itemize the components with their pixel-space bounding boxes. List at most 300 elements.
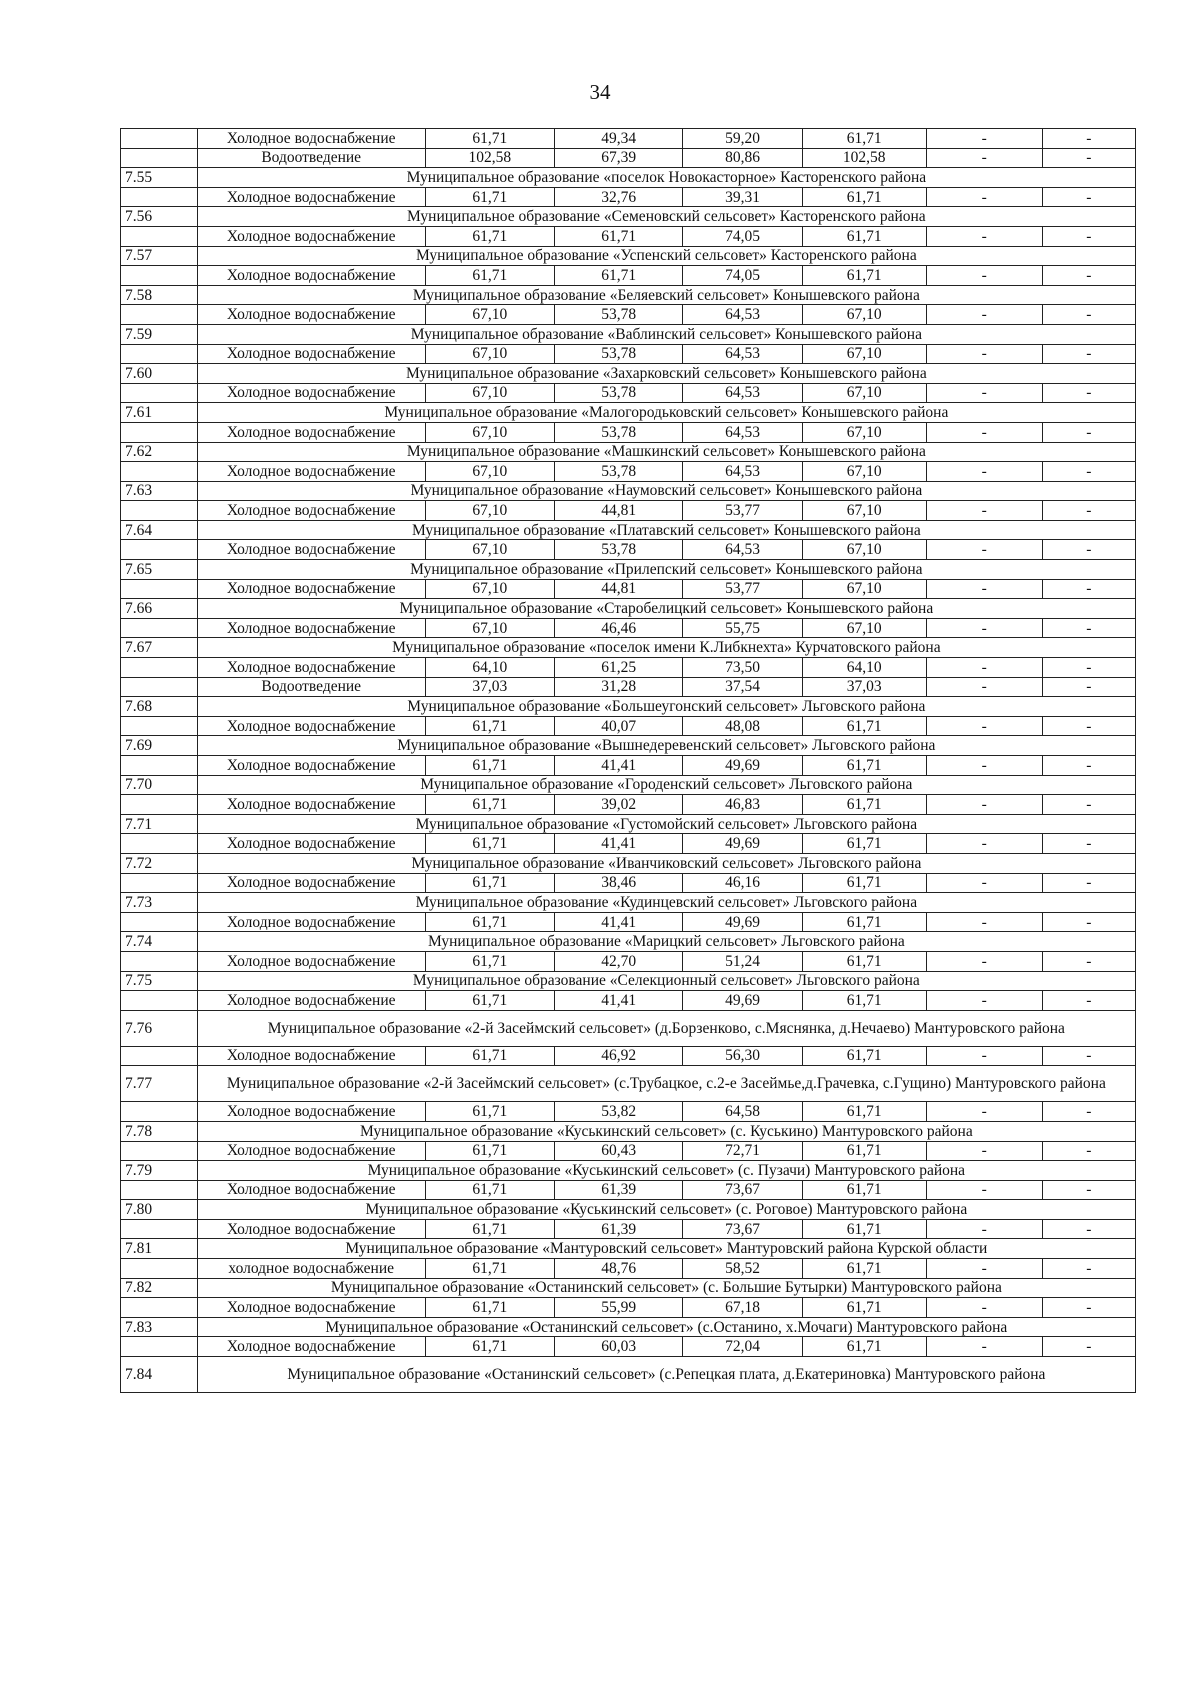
tariff-value-col-3: 53,77 — [683, 579, 802, 599]
municipality-title: Муниципальное образование «Мантуровский сельсовет» Мантуровский района Курской области — [197, 1239, 1135, 1259]
tariff-value-col-5: - — [926, 795, 1042, 815]
tariff-value-col-3: 74,05 — [683, 226, 802, 246]
municipality-row — [121, 168, 1136, 188]
row-number: 7.79 — [121, 1161, 198, 1181]
row-number: 7.82 — [121, 1278, 198, 1298]
service-name: Холодное водоснабжение — [197, 187, 425, 207]
service-name: Холодное водоснабжение — [197, 305, 425, 325]
municipality-title: Муниципальное образование «Куськинский сельсовет» (с. Роговое) Мантуровского района — [197, 1200, 1135, 1220]
tariff-value-col-1: 61,71 — [425, 873, 554, 893]
tariff-value-col-1: 67,10 — [425, 383, 554, 403]
tariff-value-col-1: 61,71 — [425, 1259, 554, 1279]
tariff-value-col-3: 64,53 — [683, 344, 802, 364]
municipality-row — [121, 1357, 1136, 1393]
tariff-row — [121, 677, 1136, 697]
municipality-title: Муниципальное образование «Беляевский сельсовет» Конышевского района — [197, 285, 1135, 305]
service-name: Холодное водоснабжение — [197, 266, 425, 286]
service-name: Холодное водоснабжение — [197, 1219, 425, 1239]
tariff-value-col-6: - — [1042, 756, 1135, 776]
tariff-value-col-1: 67,10 — [425, 305, 554, 325]
service-name: Холодное водоснабжение — [197, 618, 425, 638]
municipality-title: Муниципальное образование «Старобелицкий сельсовет» Конышевского района — [197, 599, 1135, 619]
tariff-value-col-2: 41,41 — [555, 834, 683, 854]
tariff-value-col-3: 72,71 — [683, 1141, 802, 1161]
service-name: Холодное водоснабжение — [197, 540, 425, 560]
tariff-value-col-3: 74,05 — [683, 266, 802, 286]
tariff-value-col-4: 67,10 — [802, 344, 926, 364]
service-name: Холодное водоснабжение — [197, 501, 425, 521]
service-name: Холодное водоснабжение — [197, 795, 425, 815]
tariff-value-col-6: - — [1042, 834, 1135, 854]
tariff-value-col-3: 48,08 — [683, 716, 802, 736]
row-number: 7.69 — [121, 736, 198, 756]
row-number: 7.72 — [121, 853, 198, 873]
row-number: 7.63 — [121, 481, 198, 501]
tariff-value-col-2: 42,70 — [555, 951, 683, 971]
tariff-value-col-5: - — [926, 129, 1042, 149]
tariff-value-col-4: 61,71 — [802, 266, 926, 286]
row-number: 7.56 — [121, 207, 198, 227]
service-name: Холодное водоснабжение — [197, 1102, 425, 1122]
tariff-value-col-3: 39,31 — [683, 187, 802, 207]
municipality-row — [121, 1317, 1136, 1337]
municipality-row — [121, 775, 1136, 795]
tariff-value-col-3: 72,04 — [683, 1337, 802, 1357]
service-name: Водоотведение — [197, 148, 425, 168]
tariff-value-col-4: 67,10 — [802, 383, 926, 403]
municipality-title: Муниципальное образование «Останинский сельсовет» (с.Останино, х.Мочаги) Мантуровского района — [197, 1317, 1135, 1337]
tariff-value-col-4: 67,10 — [802, 540, 926, 560]
tariff-row — [121, 756, 1136, 776]
service-name: Холодное водоснабжение — [197, 1337, 425, 1357]
row-number: 7.80 — [121, 1200, 198, 1220]
tariff-value-col-4: 61,71 — [802, 795, 926, 815]
tariff-value-col-6: - — [1042, 501, 1135, 521]
tariff-value-col-4: 61,71 — [802, 873, 926, 893]
tariff-value-col-5: - — [926, 873, 1042, 893]
tariff-value-col-3: 73,50 — [683, 658, 802, 678]
municipality-title: Муниципальное образование «2-й Засеймский сельсовет» (с.Трубацкое, с.2-е Засеймье,д.Грачевка, с.Гущино) Мантуровского района — [197, 1066, 1135, 1102]
tariff-value-col-3: 64,53 — [683, 540, 802, 560]
tariff-value-col-6: - — [1042, 658, 1135, 678]
municipality-row — [121, 1200, 1136, 1220]
municipality-title: Муниципальное образование «Большеугонский сельсовет» Льговского района — [197, 697, 1135, 717]
tariff-table — [120, 128, 1136, 1393]
tariff-value-col-6: - — [1042, 677, 1135, 697]
tariff-value-col-5: - — [926, 266, 1042, 286]
tariff-value-col-3: 64,53 — [683, 383, 802, 403]
tariff-value-col-1: 61,71 — [425, 756, 554, 776]
municipality-row — [121, 853, 1136, 873]
tariff-value-col-3: 49,69 — [683, 991, 802, 1011]
tariff-value-col-6: - — [1042, 716, 1135, 736]
tariff-value-col-2: 53,78 — [555, 383, 683, 403]
tariff-row — [121, 873, 1136, 893]
service-name: Холодное водоснабжение — [197, 1298, 425, 1318]
tariff-value-col-1: 61,71 — [425, 912, 554, 932]
municipality-row — [121, 638, 1136, 658]
tariff-value-col-1: 67,10 — [425, 501, 554, 521]
row-number — [121, 873, 198, 893]
municipality-title: Муниципальное образование «Куськинский сельсовет» (с. Пузачи) Мантуровского района — [197, 1161, 1135, 1181]
municipality-title: Муниципальное образование «Платавский сельсовет» Конышевского района — [197, 520, 1135, 540]
tariff-value-col-2: 41,41 — [555, 756, 683, 776]
row-number: 7.76 — [121, 1010, 198, 1046]
tariff-value-col-6: - — [1042, 1102, 1135, 1122]
tariff-value-col-1: 61,71 — [425, 716, 554, 736]
row-number: 7.70 — [121, 775, 198, 795]
row-number: 7.81 — [121, 1239, 198, 1259]
municipality-title: Муниципальное образование «Вышнедеревенский сельсовет» Льговского района — [197, 736, 1135, 756]
tariff-value-col-5: - — [926, 658, 1042, 678]
tariff-value-col-2: 40,07 — [555, 716, 683, 736]
tariff-value-col-4: 61,71 — [802, 1219, 926, 1239]
tariff-value-col-2: 41,41 — [555, 991, 683, 1011]
tariff-value-col-6: - — [1042, 795, 1135, 815]
municipality-title: Муниципальное образование «Иванчиковский сельсовет» Льговского района — [197, 853, 1135, 873]
tariff-row — [121, 226, 1136, 246]
tariff-row — [121, 834, 1136, 854]
row-number — [121, 951, 198, 971]
tariff-value-col-2: 46,46 — [555, 618, 683, 638]
row-number — [121, 1046, 198, 1066]
tariff-value-col-5: - — [926, 951, 1042, 971]
row-number: 7.83 — [121, 1317, 198, 1337]
row-number: 7.65 — [121, 560, 198, 580]
municipality-title: Муниципальное образование «поселок Новокасторное» Касторенского района — [197, 168, 1135, 188]
row-number — [121, 991, 198, 1011]
tariff-value-col-4: 64,10 — [802, 658, 926, 678]
row-number — [121, 579, 198, 599]
tariff-value-col-4: 61,71 — [802, 756, 926, 776]
tariff-value-col-1: 61,71 — [425, 1102, 554, 1122]
tariff-row — [121, 1141, 1136, 1161]
municipality-title: Муниципальное образование «Останинский сельсовет» (с. Большие Бутырки) Мантуровского района — [197, 1278, 1135, 1298]
tariff-value-col-3: 46,83 — [683, 795, 802, 815]
tariff-value-col-3: 64,53 — [683, 305, 802, 325]
tariff-value-col-2: 60,03 — [555, 1337, 683, 1357]
tariff-value-col-2: 48,76 — [555, 1259, 683, 1279]
tariff-value-col-2: 61,39 — [555, 1180, 683, 1200]
tariff-value-col-4: 61,71 — [802, 951, 926, 971]
tariff-row — [121, 1046, 1136, 1066]
municipality-title: Муниципальное образование «поселок имени К.Либкнехта» Курчатовского района — [197, 638, 1135, 658]
municipality-row — [121, 1161, 1136, 1181]
municipality-title: Муниципальное образование «Наумовский сельсовет» Конышевского района — [197, 481, 1135, 501]
tariff-value-col-2: 32,76 — [555, 187, 683, 207]
row-number — [121, 540, 198, 560]
tariff-value-col-5: - — [926, 1180, 1042, 1200]
tariff-value-col-5: - — [926, 1219, 1042, 1239]
tariff-row — [121, 951, 1136, 971]
tariff-row — [121, 1219, 1136, 1239]
tariff-value-col-4: 61,71 — [802, 226, 926, 246]
tariff-value-col-3: 53,77 — [683, 501, 802, 521]
row-number: 7.58 — [121, 285, 198, 305]
row-number — [121, 305, 198, 325]
service-name: Холодное водоснабжение — [197, 129, 425, 149]
tariff-value-col-3: 64,58 — [683, 1102, 802, 1122]
municipality-row — [121, 1066, 1136, 1102]
row-number — [121, 501, 198, 521]
tariff-value-col-1: 67,10 — [425, 579, 554, 599]
row-number — [121, 1298, 198, 1318]
municipality-row — [121, 1010, 1136, 1046]
tariff-value-col-5: - — [926, 148, 1042, 168]
tariff-row — [121, 912, 1136, 932]
row-number: 7.77 — [121, 1066, 198, 1102]
municipality-row — [121, 207, 1136, 227]
tariff-value-col-1: 61,71 — [425, 795, 554, 815]
municipality-title: Муниципальное образование «Марицкий сельсовет» Льговского района — [197, 932, 1135, 952]
service-name: Холодное водоснабжение — [197, 951, 425, 971]
tariff-value-col-1: 61,71 — [425, 1046, 554, 1066]
tariff-value-col-3: 55,75 — [683, 618, 802, 638]
tariff-value-col-5: - — [926, 618, 1042, 638]
tariff-value-col-2: 53,78 — [555, 422, 683, 442]
tariff-row — [121, 422, 1136, 442]
row-number — [121, 618, 198, 638]
tariff-value-col-2: 46,92 — [555, 1046, 683, 1066]
row-number — [121, 1180, 198, 1200]
tariff-value-col-1: 67,10 — [425, 344, 554, 364]
tariff-value-col-5: - — [926, 912, 1042, 932]
tariff-value-col-6: - — [1042, 618, 1135, 638]
tariff-value-col-6: - — [1042, 579, 1135, 599]
page-number: 34 — [589, 80, 611, 104]
tariff-value-col-4: 61,71 — [802, 1180, 926, 1200]
tariff-value-col-5: - — [926, 344, 1042, 364]
tariff-value-col-2: 44,81 — [555, 501, 683, 521]
tariff-value-col-6: - — [1042, 1180, 1135, 1200]
tariff-value-col-4: 61,71 — [802, 912, 926, 932]
municipality-title: Муниципальное образование «Ваблинский сельсовет» Конышевского района — [197, 324, 1135, 344]
tariff-row — [121, 187, 1136, 207]
tariff-value-col-3: 80,86 — [683, 148, 802, 168]
tariff-value-col-1: 67,10 — [425, 422, 554, 442]
tariff-value-col-3: 49,69 — [683, 756, 802, 776]
tariff-value-col-2: 38,46 — [555, 873, 683, 893]
municipality-title: Муниципальное образование «Останинский сельсовет» (с.Репецкая плата, д.Екатериновка) Мантуровского района — [197, 1357, 1135, 1393]
tariff-value-col-6: - — [1042, 1298, 1135, 1318]
row-number: 7.60 — [121, 364, 198, 384]
tariff-value-col-6: - — [1042, 129, 1135, 149]
tariff-value-col-1: 61,71 — [425, 1337, 554, 1357]
tariff-value-col-6: - — [1042, 148, 1135, 168]
municipality-row — [121, 364, 1136, 384]
tariff-row — [121, 1102, 1136, 1122]
tariff-value-col-1: 61,71 — [425, 187, 554, 207]
tariff-value-col-6: - — [1042, 305, 1135, 325]
tariff-value-col-1: 61,71 — [425, 1141, 554, 1161]
service-name: Холодное водоснабжение — [197, 658, 425, 678]
tariff-value-col-3: 51,24 — [683, 951, 802, 971]
row-number — [121, 834, 198, 854]
tariff-value-col-4: 61,71 — [802, 1298, 926, 1318]
tariff-value-col-2: 49,34 — [555, 129, 683, 149]
tariff-row — [121, 1298, 1136, 1318]
tariff-value-col-1: 61,71 — [425, 834, 554, 854]
tariff-value-col-5: - — [926, 579, 1042, 599]
service-name: Холодное водоснабжение — [197, 873, 425, 893]
tariff-value-col-6: - — [1042, 462, 1135, 482]
municipality-row — [121, 442, 1136, 462]
tariff-row — [121, 991, 1136, 1011]
tariff-value-col-2: 53,78 — [555, 462, 683, 482]
row-number — [121, 716, 198, 736]
service-name: Холодное водоснабжение — [197, 716, 425, 736]
row-number: 7.57 — [121, 246, 198, 266]
row-number — [121, 1259, 198, 1279]
tariff-value-col-2: 53,78 — [555, 344, 683, 364]
tariff-value-col-5: - — [926, 1298, 1042, 1318]
tariff-value-col-6: - — [1042, 422, 1135, 442]
tariff-value-col-5: - — [926, 1046, 1042, 1066]
row-number — [121, 1219, 198, 1239]
tariff-value-col-3: 49,69 — [683, 834, 802, 854]
service-name: холодное водоснабжение — [197, 1259, 425, 1279]
row-number — [121, 658, 198, 678]
service-name: Холодное водоснабжение — [197, 1046, 425, 1066]
tariff-value-col-4: 61,71 — [802, 1337, 926, 1357]
tariff-value-col-3: 67,18 — [683, 1298, 802, 1318]
municipality-title: Муниципальное образование «Успенский сельсовет» Касторенского района — [197, 246, 1135, 266]
tariff-value-col-2: 67,39 — [555, 148, 683, 168]
tariff-value-col-4: 102,58 — [802, 148, 926, 168]
tariff-row — [121, 501, 1136, 521]
row-number — [121, 1141, 198, 1161]
tariff-row — [121, 579, 1136, 599]
tariff-value-col-1: 37,03 — [425, 677, 554, 697]
row-number: 7.55 — [121, 168, 198, 188]
tariff-value-col-2: 39,02 — [555, 795, 683, 815]
row-number — [121, 148, 198, 168]
municipality-title: Муниципальное образование «Густомойский сельсовет» Льговского района — [197, 814, 1135, 834]
row-number: 7.84 — [121, 1357, 198, 1393]
municipality-row — [121, 814, 1136, 834]
row-number — [121, 344, 198, 364]
tariff-value-col-3: 73,67 — [683, 1219, 802, 1239]
tariff-value-col-6: - — [1042, 991, 1135, 1011]
service-name: Холодное водоснабжение — [197, 1180, 425, 1200]
municipality-row — [121, 285, 1136, 305]
row-number — [121, 266, 198, 286]
tariff-value-col-6: - — [1042, 912, 1135, 932]
row-number: 7.67 — [121, 638, 198, 658]
service-name: Холодное водоснабжение — [197, 422, 425, 442]
row-number — [121, 756, 198, 776]
row-number — [121, 462, 198, 482]
tariff-value-col-4: 67,10 — [802, 422, 926, 442]
tariff-row — [121, 305, 1136, 325]
tariff-value-col-5: - — [926, 540, 1042, 560]
tariff-value-col-1: 61,71 — [425, 129, 554, 149]
tariff-value-col-6: - — [1042, 1141, 1135, 1161]
tariff-value-col-2: 60,43 — [555, 1141, 683, 1161]
tariff-value-col-4: 61,71 — [802, 1046, 926, 1066]
tariff-value-col-3: 56,30 — [683, 1046, 802, 1066]
tariff-row — [121, 383, 1136, 403]
row-number — [121, 677, 198, 697]
tariff-value-col-3: 37,54 — [683, 677, 802, 697]
service-name: Холодное водоснабжение — [197, 1141, 425, 1161]
tariff-value-col-6: - — [1042, 266, 1135, 286]
tariff-value-col-5: - — [926, 991, 1042, 1011]
municipality-title: Муниципальное образование «Прилепский сельсовет» Конышевского района — [197, 560, 1135, 580]
tariff-value-col-5: - — [926, 834, 1042, 854]
tariff-value-col-5: - — [926, 187, 1042, 207]
tariff-value-col-2: 61,25 — [555, 658, 683, 678]
service-name: Холодное водоснабжение — [197, 756, 425, 776]
tariff-value-col-6: - — [1042, 187, 1135, 207]
municipality-title: Муниципальное образование «Городенский сельсовет» Льговского района — [197, 775, 1135, 795]
service-name: Водоотведение — [197, 677, 425, 697]
tariff-row — [121, 1259, 1136, 1279]
tariff-value-col-4: 61,71 — [802, 1259, 926, 1279]
tariff-value-col-5: - — [926, 1141, 1042, 1161]
tariff-row — [121, 658, 1136, 678]
tariff-value-col-1: 61,71 — [425, 226, 554, 246]
municipality-title: Муниципальное образование «Кудинцевский сельсовет» Льговского района — [197, 893, 1135, 913]
municipality-row — [121, 481, 1136, 501]
tariff-row — [121, 266, 1136, 286]
row-number: 7.66 — [121, 599, 198, 619]
municipality-title: Муниципальное образование «Селекционный сельсовет» Льговского района — [197, 971, 1135, 991]
tariff-value-col-1: 61,71 — [425, 1219, 554, 1239]
tariff-value-col-6: - — [1042, 873, 1135, 893]
tariff-value-col-4: 67,10 — [802, 501, 926, 521]
row-number — [121, 422, 198, 442]
tariff-value-col-4: 61,71 — [802, 834, 926, 854]
service-name: Холодное водоснабжение — [197, 834, 425, 854]
row-number — [121, 383, 198, 403]
tariff-row — [121, 618, 1136, 638]
tariff-value-col-3: 64,53 — [683, 422, 802, 442]
municipality-row — [121, 697, 1136, 717]
tariff-value-col-6: - — [1042, 1337, 1135, 1357]
service-name: Холодное водоснабжение — [197, 226, 425, 246]
tariff-value-col-2: 53,78 — [555, 540, 683, 560]
tariff-value-col-5: - — [926, 1259, 1042, 1279]
tariff-row — [121, 540, 1136, 560]
tariff-value-col-2: 41,41 — [555, 912, 683, 932]
municipality-title: Муниципальное образование «Захарковский сельсовет» Конышевского района — [197, 364, 1135, 384]
tariff-row — [121, 129, 1136, 149]
tariff-row — [121, 716, 1136, 736]
tariff-value-col-1: 67,10 — [425, 462, 554, 482]
municipality-title: Муниципальное образование «Малогородьковский сельсовет» Конышевского района — [197, 403, 1135, 423]
row-number: 7.64 — [121, 520, 198, 540]
tariff-value-col-4: 61,71 — [802, 187, 926, 207]
municipality-title: Муниципальное образование «Машкинский сельсовет» Конышевского района — [197, 442, 1135, 462]
tariff-value-col-5: - — [926, 422, 1042, 442]
tariff-row — [121, 1337, 1136, 1357]
tariff-row — [121, 1180, 1136, 1200]
tariff-value-col-5: - — [926, 1102, 1042, 1122]
tariff-value-col-4: 67,10 — [802, 618, 926, 638]
tariff-value-col-4: 67,10 — [802, 305, 926, 325]
service-name: Холодное водоснабжение — [197, 344, 425, 364]
tariff-value-col-1: 61,71 — [425, 951, 554, 971]
tariff-row — [121, 795, 1136, 815]
tariff-value-col-4: 67,10 — [802, 579, 926, 599]
service-name: Холодное водоснабжение — [197, 912, 425, 932]
tariff-value-col-1: 67,10 — [425, 540, 554, 560]
municipality-row — [121, 1121, 1136, 1141]
tariff-value-col-5: - — [926, 462, 1042, 482]
row-number: 7.61 — [121, 403, 198, 423]
tariff-value-col-4: 61,71 — [802, 991, 926, 1011]
